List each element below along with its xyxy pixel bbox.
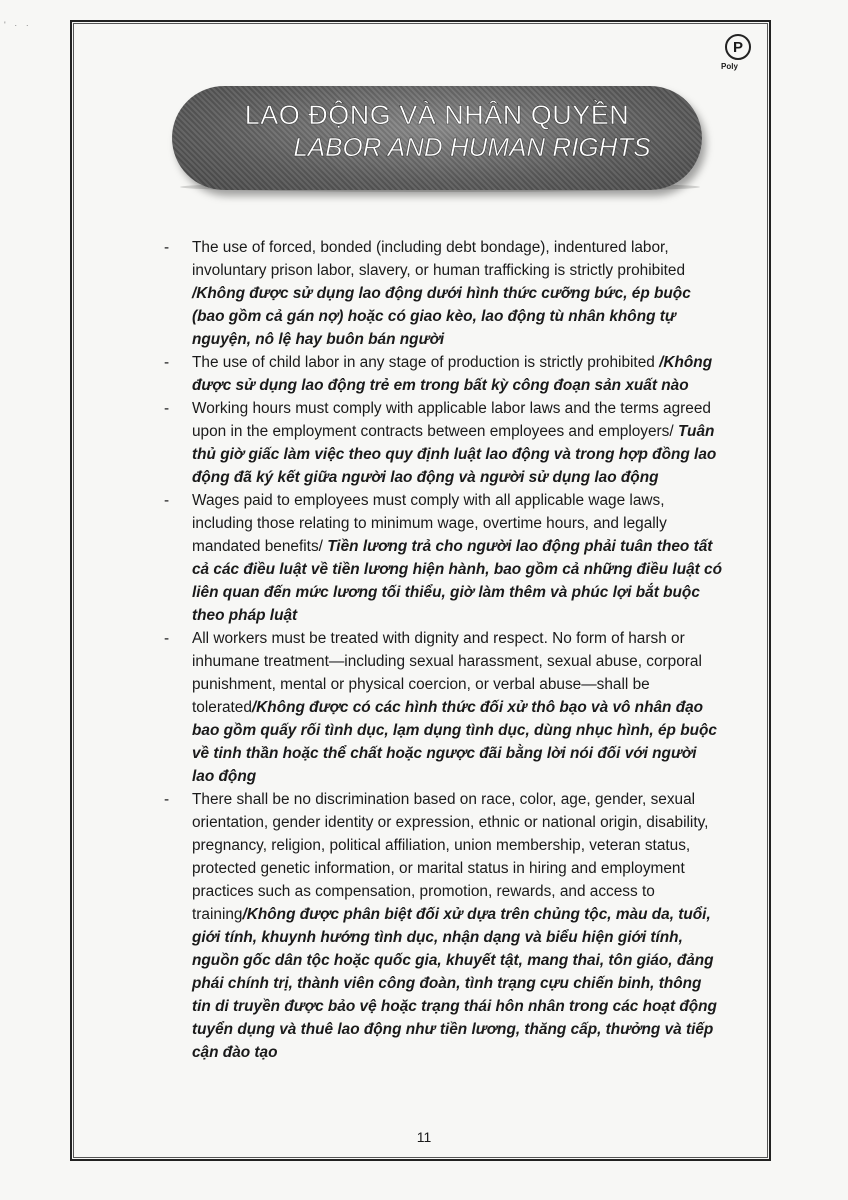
item-vietnamese: /Không được sử dụng lao động trẻ em trong bất kỳ công đoạn sản xuất nào — [192, 354, 713, 394]
bullet-dash: - — [164, 492, 170, 509]
list-item — [162, 397, 722, 489]
rules-list — [162, 236, 722, 1064]
scan-marks: ' · · — [4, 20, 32, 30]
company-logo — [714, 34, 762, 71]
page-subtitle: LABOR AND HUMAN RIGHTS — [293, 132, 651, 162]
item-english: Working hours must comply with applicable labor laws and the terms agreed upon in the employment contracts between employees and employers/ — [192, 400, 711, 440]
page-title: LAO ĐỘNG VÀ NHÂN QUYỀN — [244, 100, 630, 130]
bullet-dash: - — [164, 354, 170, 371]
item-english: The use of child labor in any stage of production is strictly prohibited — [192, 354, 660, 371]
item-english: All workers must be treated with dignity and respect. No form of harsh or inhumane treatment—including sexual harassment, sexual abuse, corporal punishment, mental or physical coercion, or verbal abuse—shall be tolerated — [192, 630, 702, 716]
item-english: There shall be no discrimination based on race, color, age, gender, sexual orientation, gender identity or expression, ethnic or national origin, disability, pregnancy, religion, political affiliation, union membership, veteran status, protected genetic information, or marital status in hiring and employment practices such as compensation, promotion, rewards, and access to training — [192, 791, 709, 923]
bullet-dash: - — [164, 400, 170, 417]
item-vietnamese: Tuân thủ giờ giấc làm việc theo quy định luật lao động và trong hợp đồng lao động đã ký kết giữa người lao động và người sử dụng lao động — [192, 423, 717, 486]
item-english: The use of forced, bonded (including debt bondage), indentured labor, involuntary prison labor, slavery, or human trafficking is strictly prohibited — [192, 239, 686, 279]
item-vietnamese: Tiền lương trả cho người lao động phải tuân theo tất cả các điều luật về tiền lương hiện hành, bao gồm cả những điều luật có liên quan đến mức lương tối thiểu, giờ làm thêm và phúc lợi bắt buộc theo pháp luật — [192, 538, 723, 624]
item-vietnamese: /Không được sử dụng lao động dưới hình thức cưỡng bức, ép buộc (bao gồm cả gán nợ) hoặc có giao kèo, lao động tù nhân không tự nguyện, nô lệ hay buôn bán người — [192, 285, 691, 348]
list-item — [162, 627, 722, 788]
list-item — [162, 236, 722, 351]
item-vietnamese: /Không được phân biệt đối xử dựa trên chủng tộc, màu da, tuổi, giới tính, khuynh hướng tình dục, nhận dạng và biểu hiện giới tính, nguồn gốc dân tộc hoặc quốc gia, khuyết tật, mang thai, tôn giáo, đảng phái chính trị, thành viên công đoàn, tình trạng cựu chiến binh, thông tin di truyền được bảo vệ hoặc trạng thái hôn nhân trong các hoạt động tuyển dụng và thuê lao động như tiền lương, thăng cấp, thưởng và tiếp cận đào tạo — [192, 906, 717, 1061]
list-item — [162, 489, 722, 627]
list-item — [162, 788, 722, 1064]
page-number: 11 — [416, 1129, 432, 1145]
item-vietnamese: /Không được có các hình thức đối xử thô bạo và vô nhân đạo bao gồm quấy rối tình dục, lạm dụng tình dục, dùng nhục hình, ép buộc về tinh thần hoặc thể chất hoặc ngược đãi bằng lời nói đối với người lao động — [192, 699, 717, 785]
bullet-dash: - — [164, 239, 170, 256]
bullet-dash: - — [164, 630, 170, 647]
list-item — [162, 351, 722, 397]
bullet-dash: - — [164, 791, 170, 808]
title-banner — [172, 86, 702, 190]
logo-text: Poly — [721, 62, 738, 71]
item-english: Wages paid to employees must comply with all applicable wage laws, including those relating to minimum wage, overtime hours, and legally mandated benefits/ — [192, 492, 667, 555]
logo-icon: P — [725, 34, 751, 60]
